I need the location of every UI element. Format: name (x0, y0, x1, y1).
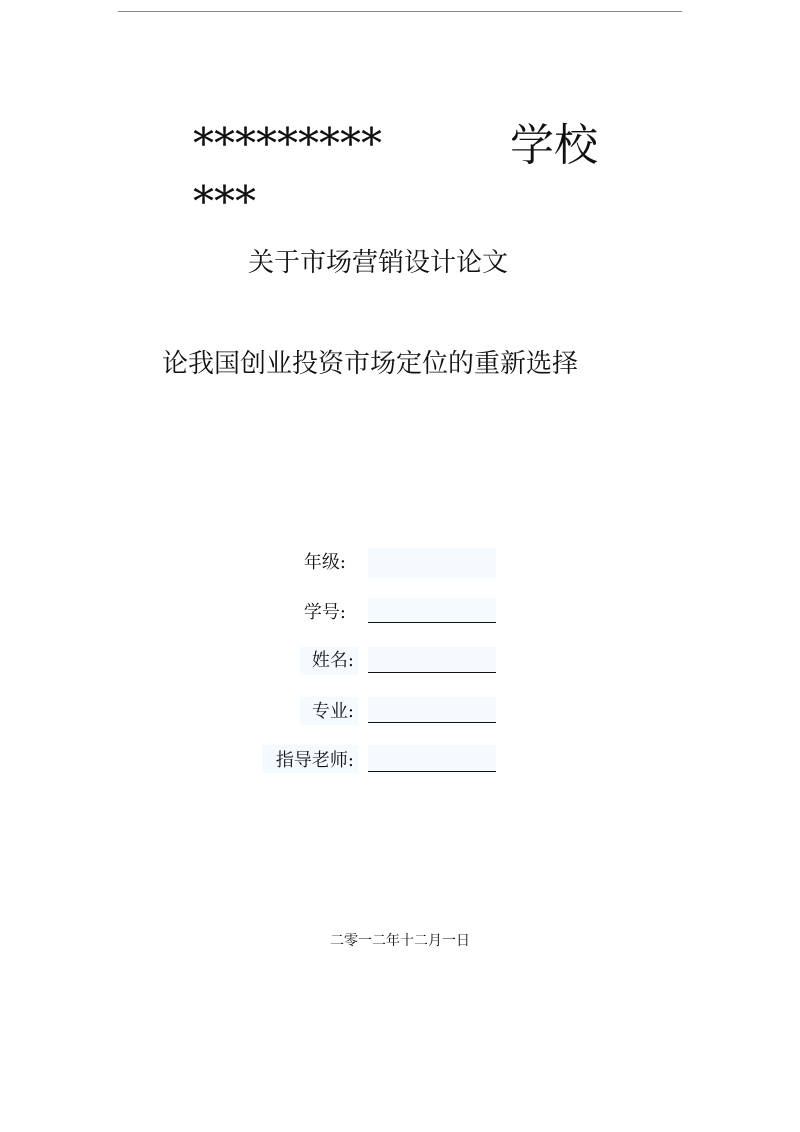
thesis-title: 论我国创业投资市场定位的重新选择 (162, 349, 579, 379)
major-field-row (200, 697, 354, 727)
advisor-field-row (200, 746, 354, 776)
document-type-heading: 关于市场营销设计论文 (248, 248, 509, 278)
name-underline (368, 672, 496, 673)
document-date: 二零一二年十二月一日 (330, 933, 470, 949)
grade-label: 年级: (303, 552, 346, 573)
school-name-mask-continued: *** (193, 177, 256, 226)
student-id-label: 学号: (303, 602, 346, 623)
advisor-underline (368, 771, 496, 772)
major-field[interactable] (368, 697, 496, 722)
grade-field-row (200, 548, 346, 578)
student-id-field[interactable] (368, 598, 496, 622)
advisor-label: 指导老师: (275, 750, 354, 771)
grade-field[interactable] (368, 548, 496, 578)
student-id-underline (368, 622, 496, 623)
major-underline (368, 722, 496, 723)
school-name-mask: ********* (193, 119, 382, 168)
top-rule (118, 11, 682, 12)
major-label: 专业: (311, 701, 354, 722)
advisor-field[interactable] (368, 745, 496, 771)
name-label: 姓名: (311, 650, 354, 671)
name-field[interactable] (368, 647, 496, 672)
school-suffix: 学校 (510, 120, 598, 171)
student-id-field-row (200, 598, 346, 628)
name-field-row (200, 646, 354, 676)
